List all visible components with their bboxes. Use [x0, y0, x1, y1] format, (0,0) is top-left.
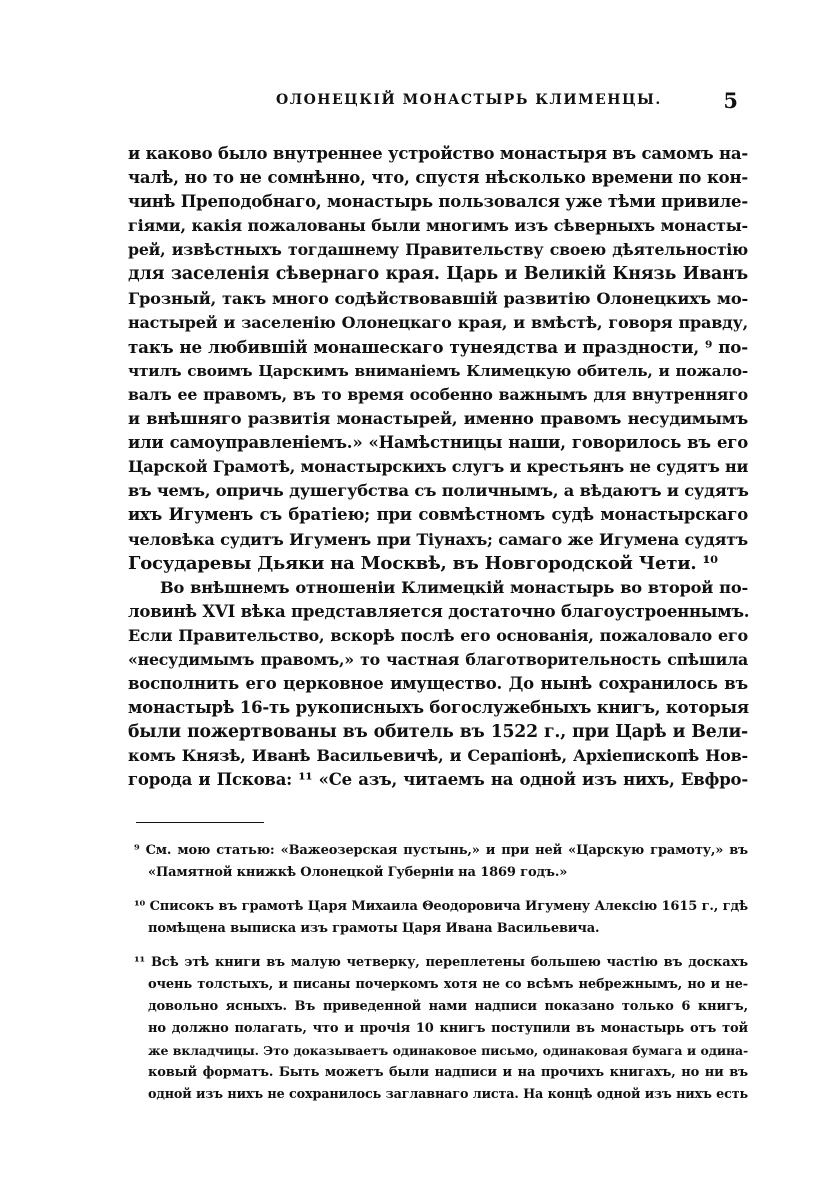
text-line: чинѣ Преподобнаго, монастырь пользовался уже тѣми привиле- — [128, 192, 748, 212]
text-line: были пожертвованы въ обитель въ 1522 г., при Царѣ и Вели- — [128, 722, 748, 743]
footnote-line: довольно ясныхъ. Въ приведенной нами надписи показано только 6 книгъ, — [148, 999, 748, 1014]
text-line: восполнить его церковное имущество. До нынѣ сохранилось въ — [128, 674, 748, 694]
running-title: ОЛОНЕЦКІЙ МОНАСТЫРЬ КЛИМЕНЦЫ. — [276, 92, 662, 108]
text-line: Царской Грамотѣ, монастырскихъ слугъ и крестьянъ не судятъ ни — [128, 457, 749, 477]
text-line: рей, извѣстныхъ тогдашнему Правительству своею дѣятельностію — [128, 240, 748, 260]
text-line: настырей и заселенію Олонецкаго края, и вмѣстѣ, говоря правду, — [128, 312, 748, 332]
footnote-line: ⁹ См. мою статью: «Важеозерская пустынь,» и при ней «Царскую грамоту,» въ — [134, 843, 748, 858]
text-line: въ чемъ, опричь душегубства съ поличнымъ, а вѣдаютъ и судятъ — [128, 481, 749, 501]
text-line: города и Пскова: ¹¹ «Се азъ, читаемъ на одной изъ нихъ, Евфро- — [128, 770, 748, 790]
text-line: ихъ Игуменъ съ братіею; при совмѣстномъ судѣ монастырскаго — [128, 505, 748, 525]
footnote-11 — [134, 952, 748, 1106]
text-line: чалѣ, но то не сомнѣнно, что, спустя нѣсколько времени по кон- — [128, 168, 748, 188]
footnote-line: ¹¹ Всѣ этѣ книги въ малую четверку, переплетены большею частію въ доскахъ — [134, 955, 748, 970]
text-line: Если Правительство, вскорѣ послѣ его основанія, пожаловало его — [128, 625, 748, 645]
footnote-separator — [136, 822, 264, 823]
text-line: Грозный, такъ много содѣйствовавшій развитію Олонецкихъ мо- — [128, 288, 748, 308]
text-line: «несудимымъ правомъ,» то частная благотворительность спѣшила — [128, 649, 748, 669]
text-line: гіями, какія пожалованы были многимъ изъ сѣверныхъ монасты- — [128, 216, 748, 236]
main-text — [128, 142, 748, 793]
footnote-line: «Памятной книжкѣ Олонецкой Губерніи на 1869 годъ.» — [148, 865, 568, 880]
footnote-line: же вкладчицы. Это доказываетъ одинаковое письмо, одинаковая бумага и одина- — [148, 1043, 748, 1058]
text-line: валъ ее правомъ, въ то время особенно важнымъ для внутренняго — [128, 384, 748, 404]
paragraph-start-line: Во внѣшнемъ отношеніи Климецкій монастырь во второй по- — [160, 577, 748, 597]
footnote-line: ковый форматъ. Быть можетъ были надписи и на прочихъ книгахъ, но ни въ — [148, 1065, 748, 1080]
text-line: или самоуправленіемъ.» «Намѣстницы наши, говорилось въ его — [128, 433, 748, 453]
footnote-line: очень толстыхъ, и писаны почеркомъ хотя не со всѣмъ небрежнымъ, но и не- — [148, 977, 748, 992]
text-line: комъ Князѣ, Иванѣ Васильевичѣ, и Серапіонѣ, Архіепископѣ Нов- — [128, 746, 748, 766]
text-line: и каково было внутреннее устройство монастыря въ самомъ на- — [128, 144, 748, 163]
text-line: человѣка судитъ Игуменъ при Тіунахъ; самаго же Игумена судятъ — [128, 529, 748, 549]
footnote-9 — [134, 840, 748, 884]
footnote-10 — [134, 896, 748, 940]
footnote-line: но должно полагать, что и прочія 10 книгъ поступили въ монастырь отъ той — [148, 1021, 748, 1036]
footnote-line: помѣщена выписка изъ грамоты Царя Ивана Васильевича. — [148, 921, 600, 936]
text-line: такъ не любившій монашескаго тунеядства и праздности, ⁹ по- — [128, 336, 748, 357]
text-line: монастырѣ 16-ть рукописныхъ богослужебныхъ книгъ, которыя — [128, 698, 749, 718]
text-line: чтилъ своимъ Царскимъ вниманіемъ Климецкую обитель, и пожало- — [128, 361, 748, 380]
running-head — [128, 88, 748, 114]
text-line: ловинѣ XVI вѣка представляется достаточно благоустроеннымъ. — [128, 601, 750, 621]
page-number: 5 — [723, 88, 738, 113]
footnote-line: одной изъ нихъ не сохранилось заглавнаго листа. На концѣ одной изъ нихъ есть — [148, 1087, 748, 1102]
footnotes — [134, 840, 748, 1106]
paragraph-end-line: Государевы Дьяки на Москвѣ, въ Новгородской Чети. ¹⁰ — [128, 552, 718, 574]
text-line: и внѣшняго развитія монастырей, именно правомъ несудимымъ — [128, 409, 748, 429]
text-line: для заселенія сѣвернаго края. Царь и Великій Князь Иванъ — [128, 264, 748, 285]
footnote-line: ¹⁰ Списокъ въ грамотѣ Царя Михаила Θеодоровича Игумену Алексію 1615 г., гдѣ — [134, 899, 748, 914]
